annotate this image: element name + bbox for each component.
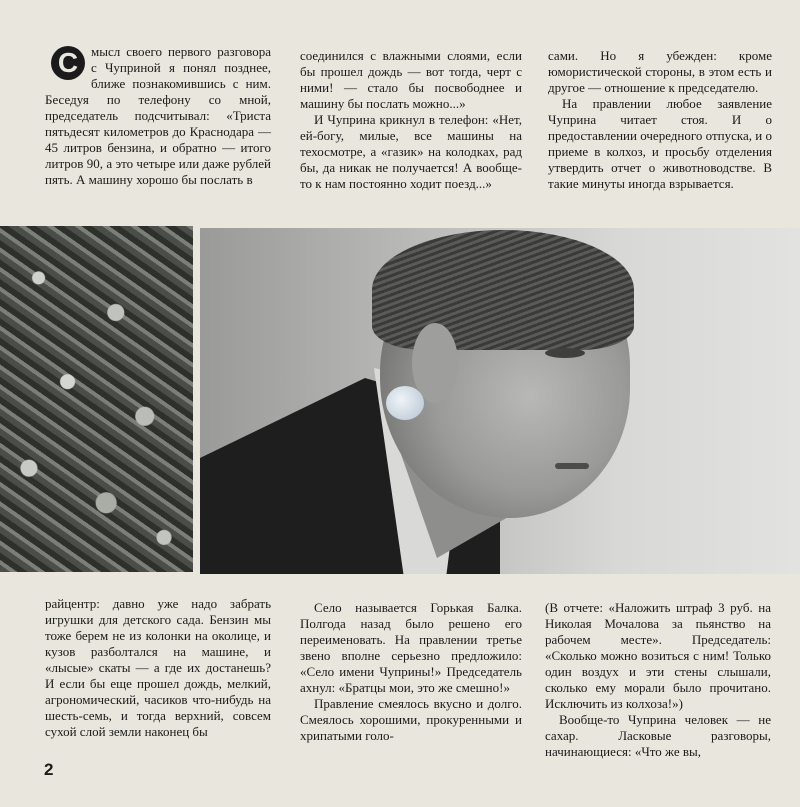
dropcap-letter: С <box>51 46 85 80</box>
column-5 <box>300 600 522 744</box>
soil-photo <box>0 226 193 572</box>
column-2-text-1: соединился с влажными слоями, если бы прошел дождь — вот тогда, черт с ними! — стало бы посвободнее и машину бы послать можно...» <box>300 48 522 111</box>
column-3 <box>548 48 772 192</box>
column-3-text-1: сами. Но я убежден: кроме юмористической стороны, в этом есть и другое — отношение к председателю. <box>548 48 772 95</box>
portrait-eye <box>545 348 585 358</box>
column-4 <box>45 596 271 740</box>
column-2-text-2: И Чуприна крикнул в телефон: «Нет, ей-богу, милые, все машины на техосмотре, а «газик» на колодках, рад бы, да никак не получается! А вообще-то к нам постоянно ходит поезд...» <box>300 112 522 191</box>
portrait-photo <box>200 228 800 574</box>
column-1-text: мысл своего первого разговора с Чуприной я понял позднее, ближе познакомившись с ним. Беседуя по телефону со мной, председатель подсчитывал: «Триста пятьдесят километров до Краснодара — 45 литров бензина, и обратно — итого литров 90, а это четыре или даже рублей пять. А машину хорошо бы послать в <box>45 44 271 187</box>
column-2 <box>300 48 522 192</box>
light-reflection <box>386 386 424 420</box>
portrait-hair <box>372 230 634 350</box>
column-5-text-1: Село называется Горькая Балка. Полгода назад было решено его переименовать. На правлении третье звено вполне серьезно предложило: «Село имени Чуприны!» Председатель ахнул: «Братцы мои, это же смешно!» <box>300 600 522 695</box>
column-6 <box>545 600 771 760</box>
page-number: 2 <box>44 760 54 779</box>
column-1 <box>45 44 271 188</box>
portrait-mouth <box>555 463 589 469</box>
column-6-text-1: (В отчете: «Наложить штраф 3 руб. на Николая Мочалова за пьянство на рабочем месте». Председатель: «Сколько можно возиться с ним! Только один воздух и эти стены слышали, сколько ему морали было прочитано. Исключить из колхоза!») <box>545 600 771 711</box>
column-5-text-2: Правление смеялось вкусно и долго. Смеялось хорошими, прокуренными и хрипатыми голо- <box>300 696 522 743</box>
column-3-text-2: На правлении любое заявление Чуприна читает стоя. И о предоставлении очередного отпуска, и о приеме в колхоз, и просьбу отделения утвердить отчет о животноводстве. В такие минуты иногда взрывается. <box>548 96 772 191</box>
column-4-text: райцентр: давно уже надо забрать игрушки для детского сада. Бензин мы тоже берем не из колонки на околице, и кузов разболтался на машине, и «лысые» скаты — а где их достанешь? И если бы еще прошел дождь, мелкий, агрономический, часиков что-нибудь на шесть-семь, и тогда верхний, совсем сухой слой земли наконец бы <box>45 596 271 739</box>
column-6-text-2: Вообще-то Чуприна человек — не сахар. Ласковые разговоры, начинающиеся: «Что же вы, <box>545 712 771 759</box>
